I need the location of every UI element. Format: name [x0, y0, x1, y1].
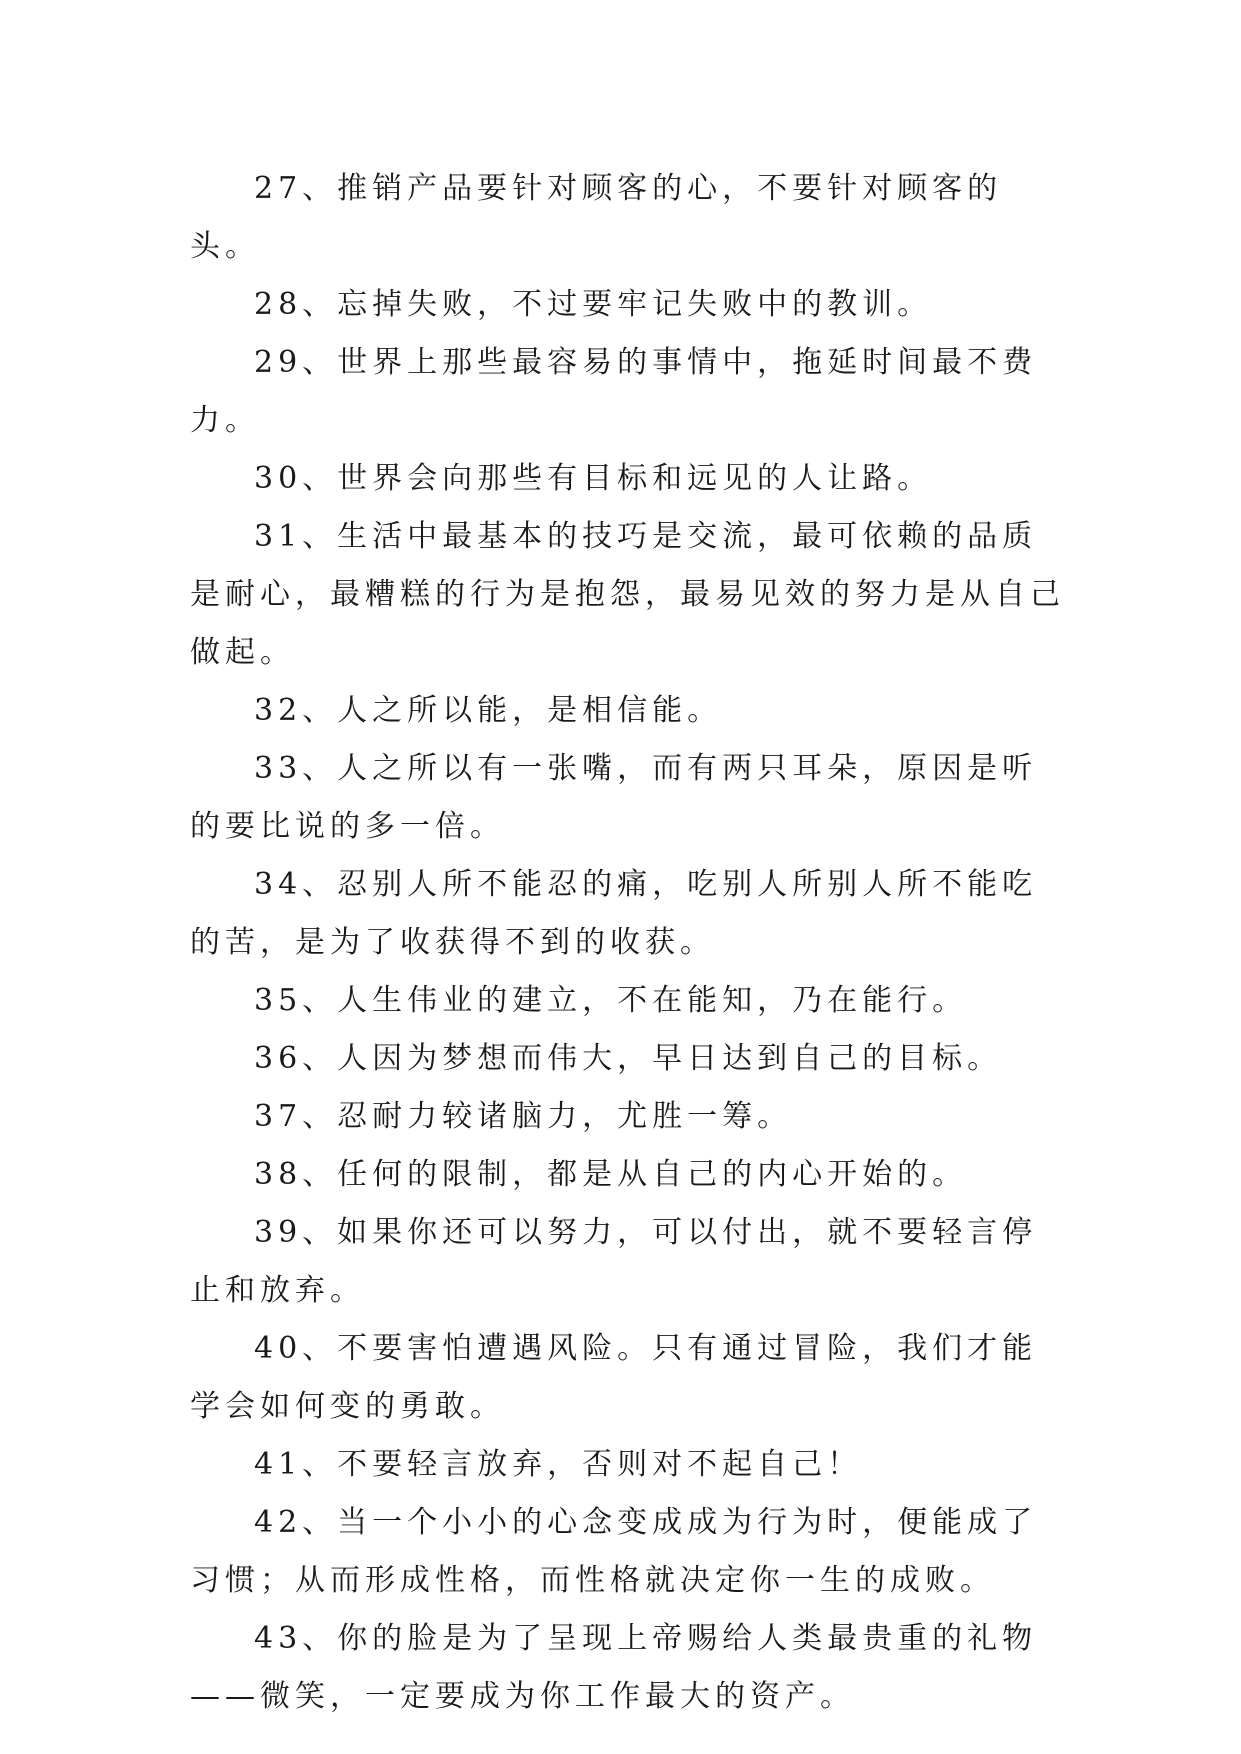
paragraph-40: 40、不要害怕遭遇风险。只有通过冒险，我们才能学会如何变的勇敢。: [190, 1331, 1038, 1424]
paragraph-42: 42、当一个小小的心念变成成为行为时，便能成了习惯；从而形成性格，而性格就决定你一生的成败。: [190, 1505, 1038, 1598]
paragraph-39: 39、如果你还可以努力，可以付出，就不要轻言停止和放弃。: [190, 1215, 1038, 1308]
paragraph-38: 38、任何的限制，都是从自己的内心开始的。: [254, 1157, 968, 1192]
paragraph-28: 28、忘掉失败，不过要牢记失败中的教训。: [254, 287, 933, 322]
paragraph-34: 34、忍别人所不能忍的痛，吃别人所别人所不能吃的苦，是为了收获得不到的收获。: [190, 867, 1038, 960]
paragraph-35: 35、人生伟业的建立，不在能知，乃在能行。: [254, 983, 968, 1018]
paragraph-27: 27、推销产品要针对顾客的心，不要针对顾客的头。: [190, 171, 1003, 264]
paragraph-29: 29、世界上那些最容易的事情中，拖延时间最不费力。: [190, 345, 1038, 438]
document-body: [190, 160, 1070, 1726]
paragraph-37: 37、忍耐力较诸脑力，尤胜一筹。: [254, 1099, 793, 1134]
paragraph-30: 30、世界会向那些有目标和远见的人让路。: [254, 461, 933, 496]
paragraph-32: 32、人之所以能，是相信能。: [254, 693, 723, 728]
paragraph-31: 31、生活中最基本的技巧是交流，最可依赖的品质是耐心，最糟糕的行为是抱怨，最易见效的努力是从自己做起。: [190, 519, 1065, 670]
paragraph-33: 33、人之所以有一张嘴，而有两只耳朵，原因是听的要比说的多一倍。: [190, 751, 1038, 844]
paragraph-43: 43、你的脸是为了呈现上帝赐给人类最贵重的礼物——微笑，一定要成为你工作最大的资产。: [190, 1621, 1038, 1714]
paragraph-41: 41、不要轻言放弃，否则对不起自己！: [254, 1447, 863, 1482]
paragraph-36: 36、人因为梦想而伟大，早日达到自己的目标。: [254, 1041, 1003, 1076]
